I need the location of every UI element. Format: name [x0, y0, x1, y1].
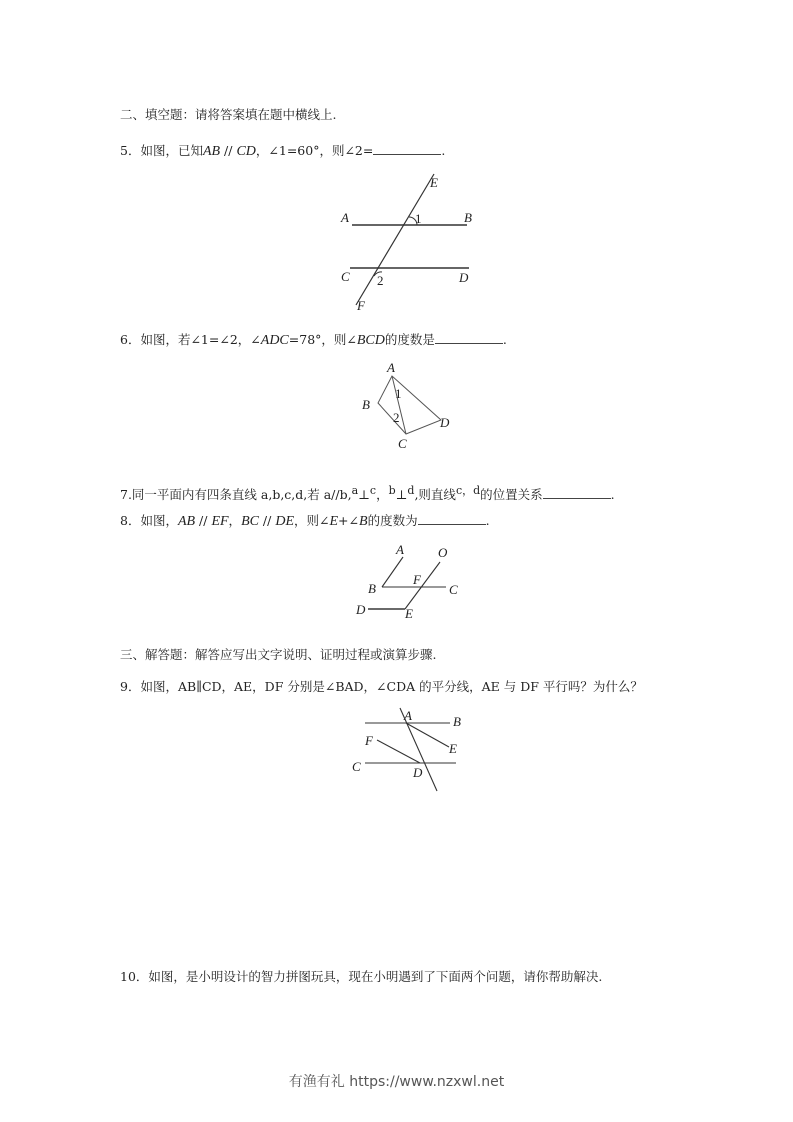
label-f: F — [357, 298, 365, 313]
line-df — [377, 740, 420, 763]
line-oe — [405, 562, 440, 609]
label-f: F — [365, 733, 373, 748]
figure-5 — [350, 174, 469, 305]
label-c: C — [398, 436, 407, 451]
label-b: B — [453, 714, 461, 729]
section-2-heading: 二、填空题：请将答案填在题中横线上. — [120, 107, 337, 122]
label-b: B — [362, 397, 370, 412]
label-e: E — [430, 175, 438, 190]
quadrilateral-abcd — [378, 376, 441, 434]
question-10: 10．如图，是小明设计的智力拼图玩具，现在小明遇到了下面两个问题，请你帮助解决. — [120, 969, 603, 984]
question-7: 7.同一平面内有四条直线 a,b,c,d,若 a//b,$^a$⊥$^c$，$^b$⊥$^d$,则直线$^{c,d}$的位置关系 . — [120, 484, 615, 503]
question-5: 5．如图，已知AB // CD，∠1=60°，则∠2= . — [120, 143, 446, 159]
line-ab — [382, 557, 403, 587]
label-c: C — [449, 582, 458, 597]
label-b: B — [368, 581, 376, 596]
label-a: A — [387, 360, 395, 375]
label-f: F — [413, 572, 421, 587]
section-3-heading: 三、解答题：解答应写出文字说明、证明过程或演算步骤. — [120, 647, 437, 662]
label-a: A — [404, 708, 412, 723]
label-e: E — [449, 741, 457, 756]
label-b: B — [464, 210, 472, 225]
label-a: A — [396, 542, 404, 557]
label-d: D — [459, 270, 469, 285]
label-2: 2 — [377, 273, 384, 288]
label-1: 1 — [415, 211, 422, 226]
label-d: D — [440, 415, 450, 430]
label-d: D — [356, 602, 366, 617]
diagonal-ac — [392, 376, 406, 434]
question-9: 9．如图，AB∥CD，AE，DF 分别是∠BAD，∠CDA 的平分线，AE 与 DF 平行吗？为什么？ — [120, 679, 643, 694]
label-c: C — [352, 759, 361, 774]
label-a: A — [341, 210, 349, 225]
question-8: 8．如图，AB // EF，BC // DE，则∠E+∠B的度数为 . — [120, 513, 490, 529]
label-o: O — [438, 545, 448, 560]
figure-6 — [378, 376, 441, 434]
line-ef — [356, 174, 434, 305]
label-c: C — [341, 269, 350, 284]
label-d: D — [413, 765, 423, 780]
footer-watermark: 有渔有礼 https://www.nzxwl.net — [288, 1074, 505, 1090]
figure-8 — [368, 557, 446, 609]
question-6: 6．如图，若∠1=∠2，∠ADC=78°，则∠BCD的度数是 . — [120, 332, 507, 348]
label-2: 2 — [393, 410, 400, 425]
label-e: E — [405, 606, 413, 621]
label-1: 1 — [395, 386, 402, 401]
